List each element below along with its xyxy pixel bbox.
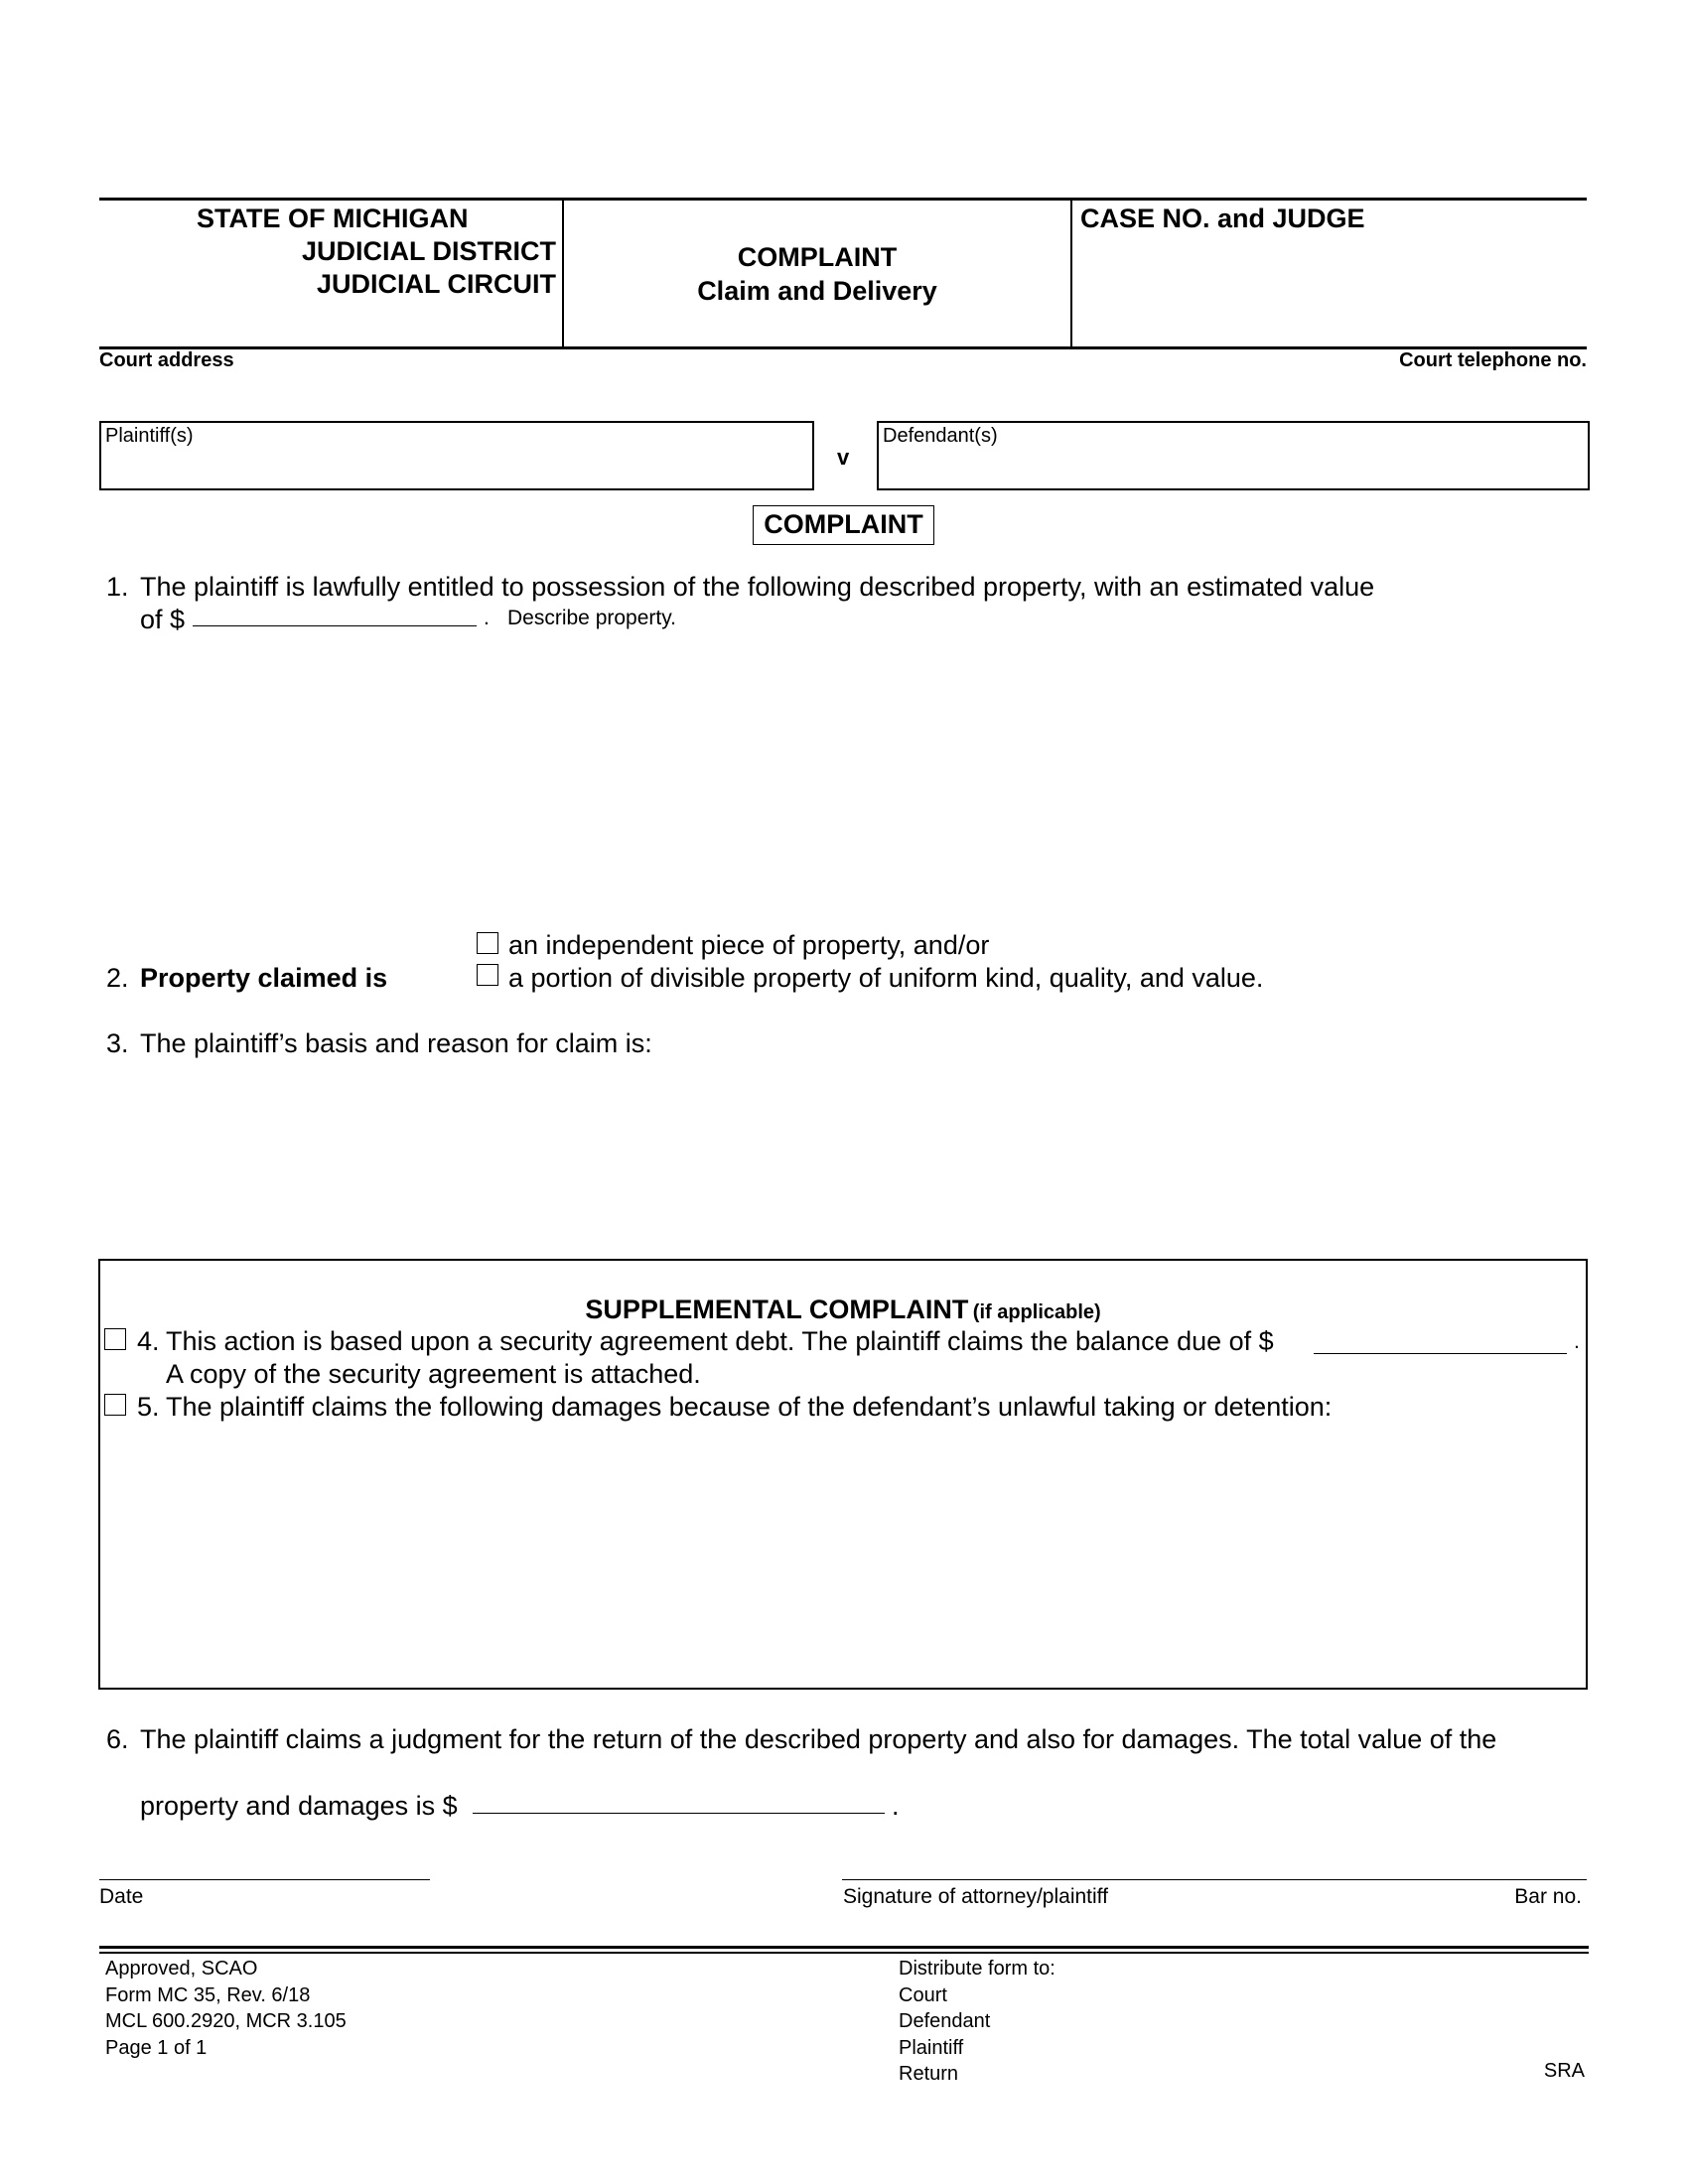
item4-text: This action is based upon a security agreement debt. The plaintiff claims the balance due of $ — [166, 1326, 1274, 1356]
supplemental-title — [100, 1295, 1586, 1325]
court-address-field[interactable] — [99, 375, 1587, 415]
item5-text: The plaintiff claims the following damages because of the defendant’s unlawful taking or detention: — [166, 1392, 1333, 1422]
item4-line2: A copy of the security agreement is attached. — [166, 1359, 701, 1389]
court-address-label: Court address — [99, 349, 234, 371]
distribute-title: Distribute form to: — [899, 1958, 1055, 1979]
distribute-plaintiff: Plaintiff — [899, 2036, 964, 2059]
item6-number: 6. — [106, 1724, 129, 1754]
supplemental-title-note: (if applicable) — [972, 1301, 1101, 1323]
item2-option-b-checkbox[interactable] — [477, 964, 498, 986]
date-label: Date — [99, 1885, 144, 1908]
header-bottom-rule — [99, 346, 1587, 349]
plaintiff-box[interactable] — [99, 421, 814, 490]
defendant-label: Defendant(s) — [883, 425, 998, 447]
item5-damages-area[interactable] — [137, 1430, 1577, 1678]
court-district: JUDICIAL DISTRICT — [301, 236, 556, 266]
footer-form-number: Form MC 35, Rev. 6/18 — [105, 1983, 311, 2006]
item1-value-field[interactable] — [193, 625, 477, 626]
item4-balance-field[interactable] — [1314, 1353, 1567, 1354]
item6-period: . — [892, 1791, 900, 1821]
item1-of-label: of $ — [140, 605, 186, 634]
item1-text: The plaintiff is lawfully entitled to possession of the following described property, with an estimated value — [140, 572, 1375, 602]
complaint-section-title: COMPLAINT — [753, 505, 934, 545]
item4-checkbox[interactable] — [104, 1328, 126, 1350]
item1-hint: Describe property. — [507, 607, 677, 629]
footer-page: Page 1 of 1 — [105, 2036, 208, 2059]
item5-number: 5. — [137, 1392, 160, 1422]
footer-code: SRA — [1543, 2060, 1585, 2082]
item4-number: 4. — [137, 1326, 160, 1356]
item2-option-a-checkbox[interactable] — [477, 932, 498, 954]
versus-label: v — [837, 445, 850, 470]
court-state: STATE OF MICHIGAN — [197, 204, 469, 233]
item1-period: . — [484, 607, 490, 629]
item2-label: Property claimed is — [140, 963, 388, 993]
court-phone-label: Court telephone no. — [1399, 349, 1587, 371]
item3-number: 3. — [106, 1028, 129, 1058]
footer-approval-block — [105, 1956, 347, 2061]
item3-reason-area[interactable] — [140, 1067, 1580, 1246]
item1-description-area[interactable] — [140, 640, 1580, 918]
distribute-return: Return — [899, 2063, 959, 2085]
form-title: COMPLAINT — [737, 242, 898, 272]
item2-number: 2. — [106, 963, 129, 993]
defendant-box[interactable] — [877, 421, 1590, 490]
footer-rule-top — [99, 1946, 1589, 1949]
item2-option-b-text: a portion of divisible property of uniform kind, quality, and value. — [508, 963, 1264, 993]
item2-option-a-text: an independent piece of property, and/or — [508, 930, 990, 960]
header-divider-right — [1070, 198, 1072, 348]
footer-statute: MCL 600.2920, MCR 3.105 — [105, 2010, 347, 2032]
footer-distribution-block — [899, 1956, 1055, 2088]
item1-number: 1. — [106, 572, 129, 602]
footer-approved: Approved, SCAO — [105, 1958, 258, 1979]
form-subtitle: Claim and Delivery — [697, 276, 937, 306]
item6-text: The plaintiff claims a judgment for the return of the described property and also for damages. The total value of the — [140, 1724, 1497, 1754]
bar-no-label: Bar no. — [1514, 1885, 1582, 1908]
case-no-label: CASE NO. and JUDGE — [1080, 204, 1365, 233]
item4-period: . — [1574, 1330, 1580, 1353]
distribute-court: Court — [899, 1983, 947, 2006]
supplemental-complaint-box — [98, 1259, 1588, 1690]
header-top-rule — [99, 198, 1587, 201]
distribute-defendant: Defendant — [899, 2010, 991, 2032]
signature-label: Signature of attorney/plaintiff — [843, 1885, 1108, 1908]
court-circuit: JUDICIAL CIRCUIT — [316, 269, 556, 299]
item6-text2: property and damages is $ — [140, 1791, 458, 1821]
footer-rule-bottom — [99, 1952, 1589, 1954]
signature-field[interactable] — [842, 1879, 1587, 1880]
date-field[interactable] — [99, 1879, 430, 1880]
item6-total-field[interactable] — [473, 1813, 885, 1814]
item3-text: The plaintiff’s basis and reason for claim is: — [140, 1028, 652, 1058]
supplemental-title-text: SUPPLEMENTAL COMPLAINT — [585, 1295, 969, 1324]
case-no-field[interactable] — [1076, 238, 1583, 341]
item5-checkbox[interactable] — [104, 1394, 126, 1416]
header-divider-left — [562, 198, 564, 348]
plaintiff-label: Plaintiff(s) — [105, 425, 194, 447]
